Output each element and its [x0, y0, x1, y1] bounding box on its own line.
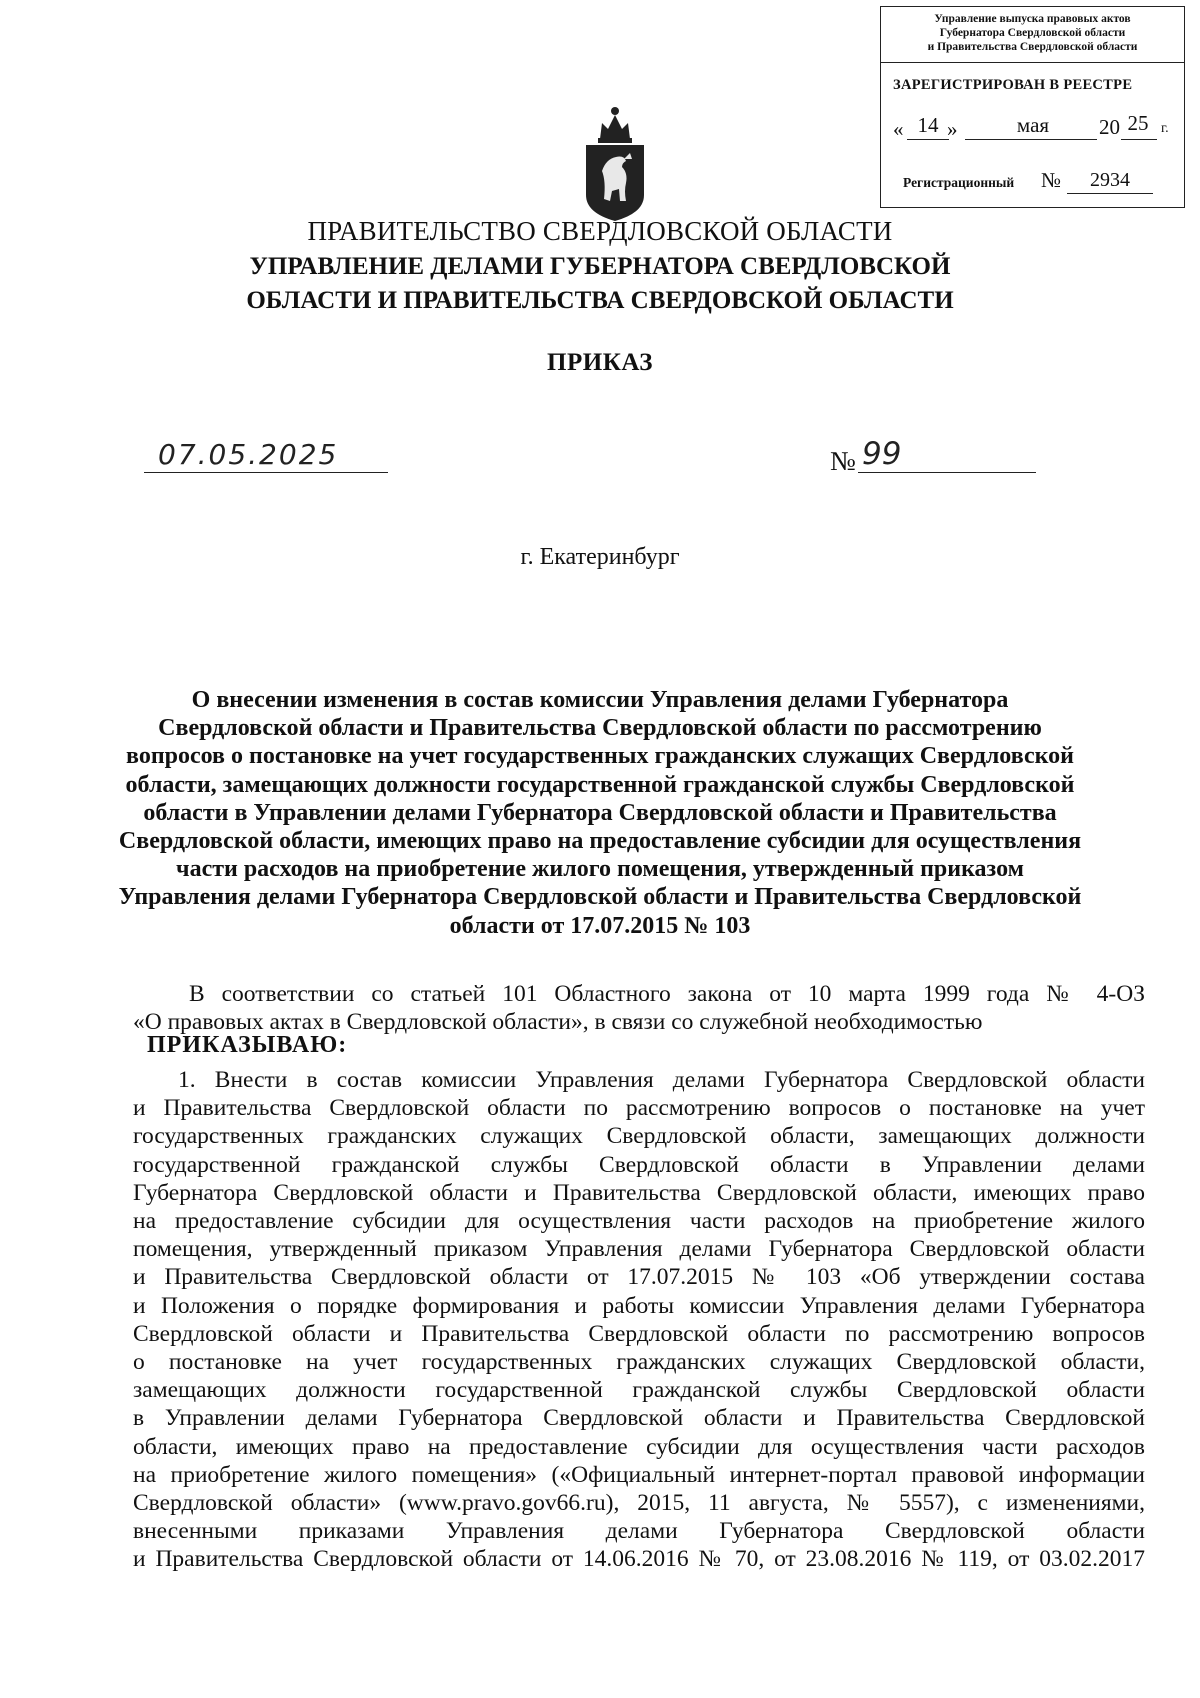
item-line: в Управлении делами Губернатора Свердловской области и Правительства Свердловской: [133, 1405, 1145, 1432]
item-line: внесенными приказами Управления делами Губернатора Свердловской области: [133, 1518, 1145, 1545]
preamble-line: «О правовых актах в Свердловской области», в связи со служебной необходимостью: [133, 1009, 983, 1035]
item-line: и Правительства Свердловской области от 17.07.2015 № 103 «Об утверждении состава: [133, 1264, 1145, 1291]
order-date: 07.05.2025: [158, 438, 339, 471]
stamp-year-prefix: 20: [1099, 115, 1120, 139]
title-line: области в Управлении делами Губернатора Свердловской области и Правительства: [143, 799, 1057, 826]
stamp-header-line: Управление выпуска правовых актов: [934, 13, 1131, 25]
item-line: и Правительства Свердловской области по рассмотрению вопросов о постановке на учет: [133, 1095, 1145, 1122]
coat-of-arms-icon: [578, 103, 652, 225]
stamp-number-label: Регистрационный: [903, 175, 1015, 190]
stamp-close-quote: »: [947, 117, 958, 141]
department-title-line: УПРАВЛЕНИЕ ДЕЛАМИ ГУБЕРНАТОРА СВЕРДЛОВСКОЙ: [249, 253, 951, 280]
title-line: области, замещающих должности государственной гражданской службы Свердловской: [125, 771, 1075, 798]
stamp-year-suffix: 25: [1127, 111, 1149, 135]
item-line: на приобретение жилого помещения» («Официальный интернет-портал правовой информации: [133, 1461, 1145, 1488]
stamp-open-quote: «: [893, 117, 904, 141]
stamp-number-sign: №: [1041, 168, 1062, 192]
number-underline: [858, 472, 1036, 473]
title-line: области от 17.07.2015 № 103: [449, 912, 751, 939]
item-line: Свердловской области» (www.pravo.gov66.ru), 2015, 11 августа, № 5557), с изменениями,: [133, 1490, 1145, 1517]
stamp-date: [893, 111, 1178, 143]
stamp-year-unit: г.: [1161, 121, 1169, 136]
item-line: области, имеющих право на предоставление субсидии для осуществления части расходов: [133, 1433, 1145, 1460]
stamp-month: мая: [1016, 113, 1050, 137]
stamp-day: 14: [917, 113, 939, 137]
stamp-registered-label: ЗАРЕГИСТРИРОВАН В РЕЕСТРЕ: [893, 77, 1133, 93]
item-line: 1. Внести в состав комиссии Управления делами Губернатора Свердловской области: [178, 1067, 1145, 1093]
item-line: государственных гражданских служащих Свердловской области, замещающих должности: [133, 1123, 1145, 1150]
government-title: ПРАВИТЕЛЬСТВО СВЕРДЛОВСКОЙ ОБЛАСТИ: [307, 216, 893, 246]
item-line: и Положения о порядке формирования и работы комиссии Управления делами Губернатора: [133, 1292, 1145, 1319]
department-title-line: ОБЛАСТИ И ПРАВИТЕЛЬСТВА СВЕРДОВСКОЙ ОБЛАСТИ: [246, 287, 954, 314]
order-item-1: [133, 1066, 1145, 1574]
item-line: о постановке на учет государственных гражданских служащих Свердловской области,: [133, 1349, 1145, 1376]
order-command: ПРИКАЗЫВАЮ:: [147, 1032, 348, 1058]
item-line: Свердловской области и Правительства Свердловской области по рассмотрению вопросов: [133, 1320, 1145, 1347]
date-underline: [144, 472, 388, 473]
registration-stamp: [880, 6, 1185, 208]
document-type: ПРИКАЗ: [547, 349, 653, 376]
stamp-header-line: Губернатора Свердловской области: [939, 27, 1126, 39]
document-title: [0, 686, 1200, 940]
stamp-header-line: и Правительства Свердловской области: [927, 41, 1138, 53]
title-line: вопросов о постановке на учет государственных гражданских служащих Свердловской: [126, 743, 1074, 770]
item-line: помещения, утвержденный приказом Управления делами Губернатора Свердловской области: [133, 1236, 1145, 1263]
preamble-line: В соответствии со статьей 101 Областного закона от 10 марта 1999 года № 4-ОЗ: [189, 981, 1145, 1007]
item-line: на предоставление субсидии для осуществления части расходов на приобретение жилого: [133, 1208, 1145, 1235]
title-line: Свердловской области и Правительства Свердловской области по рассмотрению: [158, 715, 1042, 742]
title-line: части расходов на приобретение жилого помещения, утвержденный приказом: [176, 856, 1024, 883]
title-line: Свердловской области, имеющих право на предоставление субсидии для осуществления: [118, 828, 1082, 855]
city: г. Екатеринбург: [520, 544, 680, 570]
order-number-sign: №: [830, 446, 856, 476]
item-line: государственной гражданской службы Свердловской области в Управлении делами: [133, 1151, 1145, 1178]
item-line: и Правительства Свердловской области от 14.06.2016 № 70, от 23.08.2016 № 119, от 03.02.2017: [133, 1546, 1145, 1573]
title-line: Управления делами Губернатора Свердловской области и Правительства Свердловской: [118, 884, 1082, 911]
department-title: [0, 250, 1200, 318]
stamp-header: [881, 7, 1184, 63]
item-line: Губернатора Свердловской области и Правительства Свердловской области, имеющих право: [133, 1179, 1145, 1206]
item-line: замещающих должности государственной гражданской службы Свердловской области: [133, 1377, 1145, 1404]
title-line: О внесении изменения в состав комиссии Управления делами Губернатора: [191, 687, 1009, 713]
order-number: 99: [862, 436, 902, 472]
stamp-number: 2934: [1090, 169, 1130, 191]
